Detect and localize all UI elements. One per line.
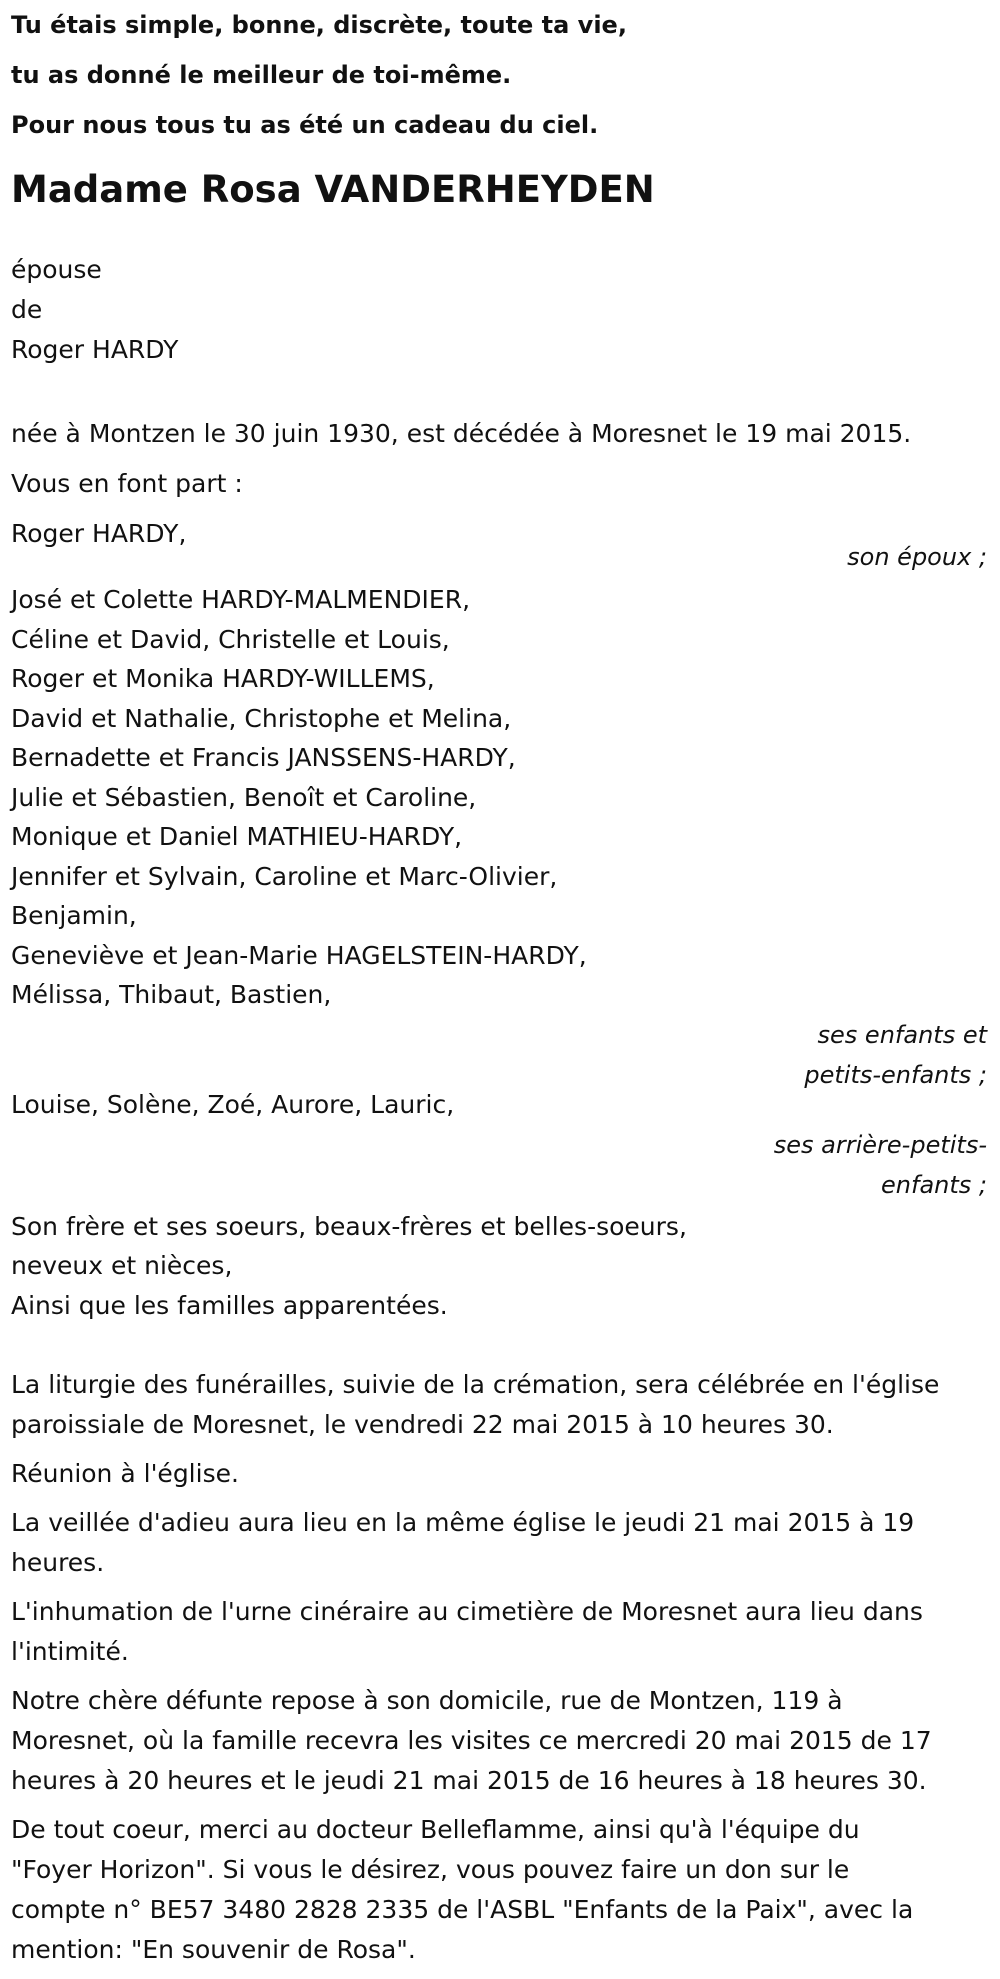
paragraph-line: heures à 20 heures et le jeudi 21 mai 2015 de 16 heures à 18 heures 30. (11, 1766, 927, 1795)
list-item: Julie et Sébastien, Benoît et Caroline, (11, 782, 477, 812)
funeral-paragraph (11, 1365, 987, 1445)
deceased-name: Madame Rosa VANDERHEYDEN (11, 168, 655, 211)
husband-name: Roger HARDY, (11, 519, 187, 548)
paragraph-line: La veillée d'adieu aura lieu en la même église le jeudi 21 mai 2015 à 19 (11, 1508, 915, 1537)
vigil-paragraph (11, 1503, 987, 1583)
spouse-block (11, 250, 987, 370)
great-grandchildren: Louise, Solène, Zoé, Aurore, Lauric, (11, 1089, 455, 1119)
spouse-line: Roger HARDY (11, 335, 179, 364)
paragraph-line: heures. (11, 1548, 105, 1577)
paragraph-line: "Foyer Horizon". Si vous le désirez, vous pouvez faire un don sur le (11, 1855, 850, 1884)
paragraph-line: l'intimité. (11, 1637, 129, 1666)
spouse-line: épouse (11, 255, 102, 284)
paragraph-line: Réunion à l'église. (11, 1459, 239, 1488)
list-item: Bernadette et Francis JANSSENS-HARDY, (11, 743, 516, 772)
thanks-paragraph (11, 1810, 987, 1970)
family-block (11, 1207, 987, 1326)
paragraph-line: De tout coeur, merci au docteur Belleflamme, ainsi qu'à l'équipe du (11, 1815, 860, 1844)
list-item: Roger et Monika HARDY-WILLEMS, (11, 664, 435, 693)
paragraph-line: Notre chère défunte repose à son domicile, rue de Montzen, 119 à (11, 1686, 843, 1715)
husband-role: son époux ; (847, 543, 987, 571)
burial-paragraph (11, 1592, 987, 1672)
list-item: Céline et David, Christelle et Louis, (11, 624, 450, 654)
paragraph-line: La liturgie des funérailles, suivie de la crémation, sera célébrée en l'église (11, 1370, 940, 1399)
visitation-paragraph (11, 1681, 987, 1801)
poem (11, 0, 987, 150)
poem-line: Pour nous tous tu as été un cadeau du ciel. (11, 111, 599, 139)
obituary-page (11, 0, 987, 1979)
great-role: ses arrière-petits- (773, 1130, 987, 1159)
paragraph-line: paroissiale de Moresnet, le vendredi 22 mai 2015 à 10 heures 30. (11, 1410, 834, 1439)
poem-line: tu as donné le meilleur de toi-même. (11, 61, 512, 89)
family-line: neveux et nièces, (11, 1251, 233, 1280)
family-line: Ainsi que les familles apparentées. (11, 1290, 448, 1320)
family-line: Son frère et ses soeurs, beaux-frères et belles-soeurs, (11, 1211, 687, 1241)
meeting-paragraph (11, 1454, 987, 1494)
paragraph-line: compte n° BE57 3480 2828 2335 de l'ASBL "Enfants de la Paix", avec la (11, 1895, 914, 1924)
list-item: Benjamin, (11, 901, 137, 930)
paragraph-line: L'inhumation de l'urne cinéraire au cimetière de Moresnet aura lieu dans (11, 1597, 923, 1626)
children-role: ses enfants et (817, 1020, 987, 1049)
list-item: Geneviève et Jean-Marie HAGELSTEIN-HARDY, (11, 940, 587, 970)
list-item: David et Nathalie, Christophe et Melina, (11, 703, 512, 733)
paragraph-line: mention: "En souvenir de Rosa". (11, 1935, 416, 1964)
children-role: petits-enfants ; (804, 1060, 987, 1089)
list-item: Jennifer et Sylvain, Caroline et Marc-Olivier, (11, 861, 558, 891)
birth-death: née à Montzen le 30 juin 1930, est décédée à Moresnet le 19 mai 2015. (11, 419, 912, 448)
children-list (11, 580, 987, 1015)
announce: Vous en font part : (11, 469, 243, 498)
poem-line: Tu étais simple, bonne, discrète, toute ta vie, (11, 11, 627, 39)
great-role: enfants ; (881, 1170, 987, 1199)
list-item: Monique et Daniel MATHIEU-HARDY, (11, 822, 463, 851)
spouse-line: de (11, 295, 43, 324)
list-item: José et Colette HARDY-MALMENDIER, (11, 585, 471, 614)
list-item: Mélissa, Thibaut, Bastien, (11, 980, 332, 1009)
paragraph-line: Moresnet, où la famille recevra les visites ce mercredi 20 mai 2015 de 17 (11, 1726, 932, 1755)
